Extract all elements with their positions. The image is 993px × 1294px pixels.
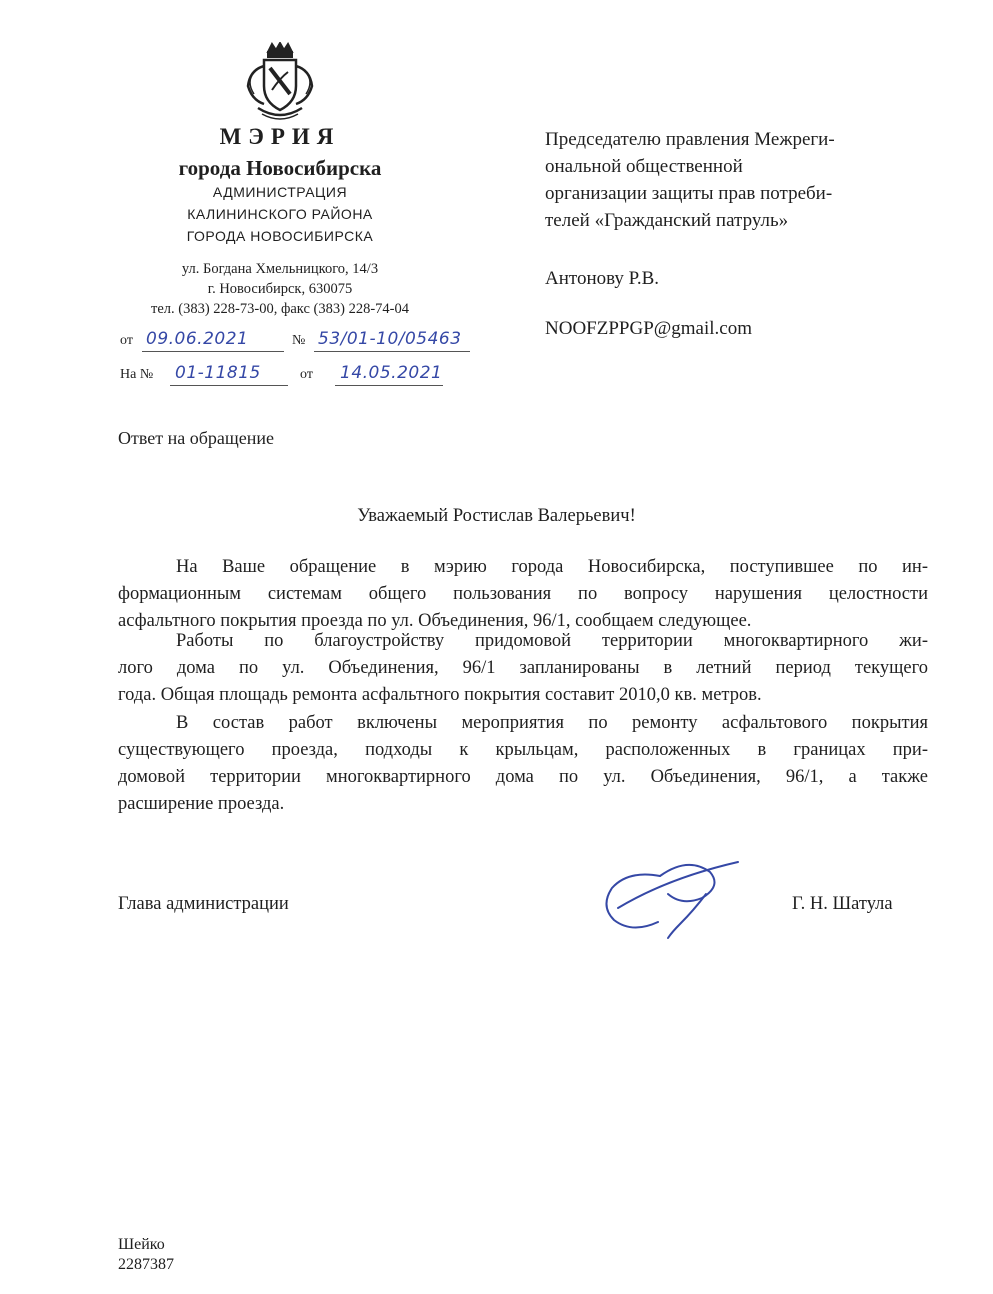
- paragraph-line: лого дома по ул. Объединения, 96/1 запланированы в летний период текущего: [118, 658, 928, 678]
- outgoing-number: 53/01-10/05463: [318, 329, 462, 349]
- signatory-position: Глава администрации: [118, 894, 289, 914]
- recipient-line: ональной общественной: [545, 156, 743, 177]
- outgoing-date-underline: [142, 351, 284, 352]
- paragraph-line: На Ваше обращение в мэрию города Новосибирска, поступившее по ин-: [176, 557, 928, 577]
- paragraph-line: асфальтного покрытия проезда по ул. Объединения, 96/1, сообщаем следующее.: [118, 611, 752, 631]
- body-paragraph: [118, 628, 928, 709]
- paragraph-line: домовой территории многоквартирного дома по ул. Объединения, 96/1, а также: [118, 767, 928, 787]
- outgoing-date: 09.06.2021: [146, 329, 249, 349]
- number-label: №: [292, 333, 306, 348]
- admin-line: КАЛИНИНСКОГО РАЙОНА: [187, 206, 373, 222]
- paragraph-line: В состав работ включены мероприятия по ремонту асфальтового покрытия: [176, 713, 928, 733]
- recipient-line: организации защиты прав потреби-: [545, 183, 833, 204]
- address-line: ул. Богдана Хмельницкого, 14/3: [181, 261, 379, 277]
- outgoing-number-underline: [314, 351, 470, 352]
- ref-label: На №: [120, 367, 154, 382]
- city-coat-of-arms-icon: [240, 42, 320, 124]
- subject-line: Ответ на обращение: [118, 428, 274, 448]
- paragraph-line: Работы по благоустройству придомовой территории многоквартирного жи-: [176, 631, 928, 651]
- paragraph-line: существующего проезда, подходы к крыльцам, расположенных в границах при-: [118, 740, 928, 760]
- executor-phone: 2287387: [118, 1256, 174, 1273]
- handwritten-signature-icon: [598, 848, 746, 946]
- paragraph-line: года. Общая площадь ремонта асфальтного покрытия составит 2010,0 кв. метров.: [118, 685, 762, 705]
- body-paragraph: [118, 554, 928, 635]
- address-line: тел. (383) 228-73-00, факс (383) 228-74-04: [151, 301, 409, 317]
- salutation: Уважаемый Ростислав Валерьевич!: [357, 506, 636, 526]
- admin-line: ГОРОДА НОВОСИБИРСКА: [186, 228, 374, 244]
- incoming-date: 14.05.2021: [340, 363, 443, 383]
- address-line: г. Новосибирск, 630075: [207, 281, 353, 297]
- paragraph-line: расширение проезда.: [118, 794, 285, 814]
- incoming-number-underline: [170, 385, 288, 386]
- recipient-line: телей «Гражданский патруль»: [545, 210, 789, 231]
- admin-line: АДМИНИСТРАЦИЯ: [212, 184, 348, 200]
- recipient-email: NOOFZPPGP@gmail.com: [545, 318, 752, 339]
- city-name: города Новосибирска: [178, 156, 382, 180]
- ref-from-label: от: [300, 367, 313, 382]
- recipient-line: Председателю правления Межреги-: [545, 129, 835, 150]
- recipient-block: [545, 126, 945, 234]
- paragraph-line: формационным системам общего пользования по вопросу нарушения целостности: [118, 584, 928, 604]
- incoming-date-underline: [335, 385, 443, 386]
- incoming-number: 01-11815: [175, 363, 261, 383]
- signatory-name: Г. Н. Шатула: [792, 894, 893, 914]
- recipient-name: Антонову Р.В.: [545, 268, 660, 289]
- org-name: МЭРИЯ: [219, 124, 341, 149]
- body-paragraph: [118, 710, 928, 818]
- executor-name: Шейко: [118, 1236, 165, 1253]
- from-label: от: [120, 333, 133, 348]
